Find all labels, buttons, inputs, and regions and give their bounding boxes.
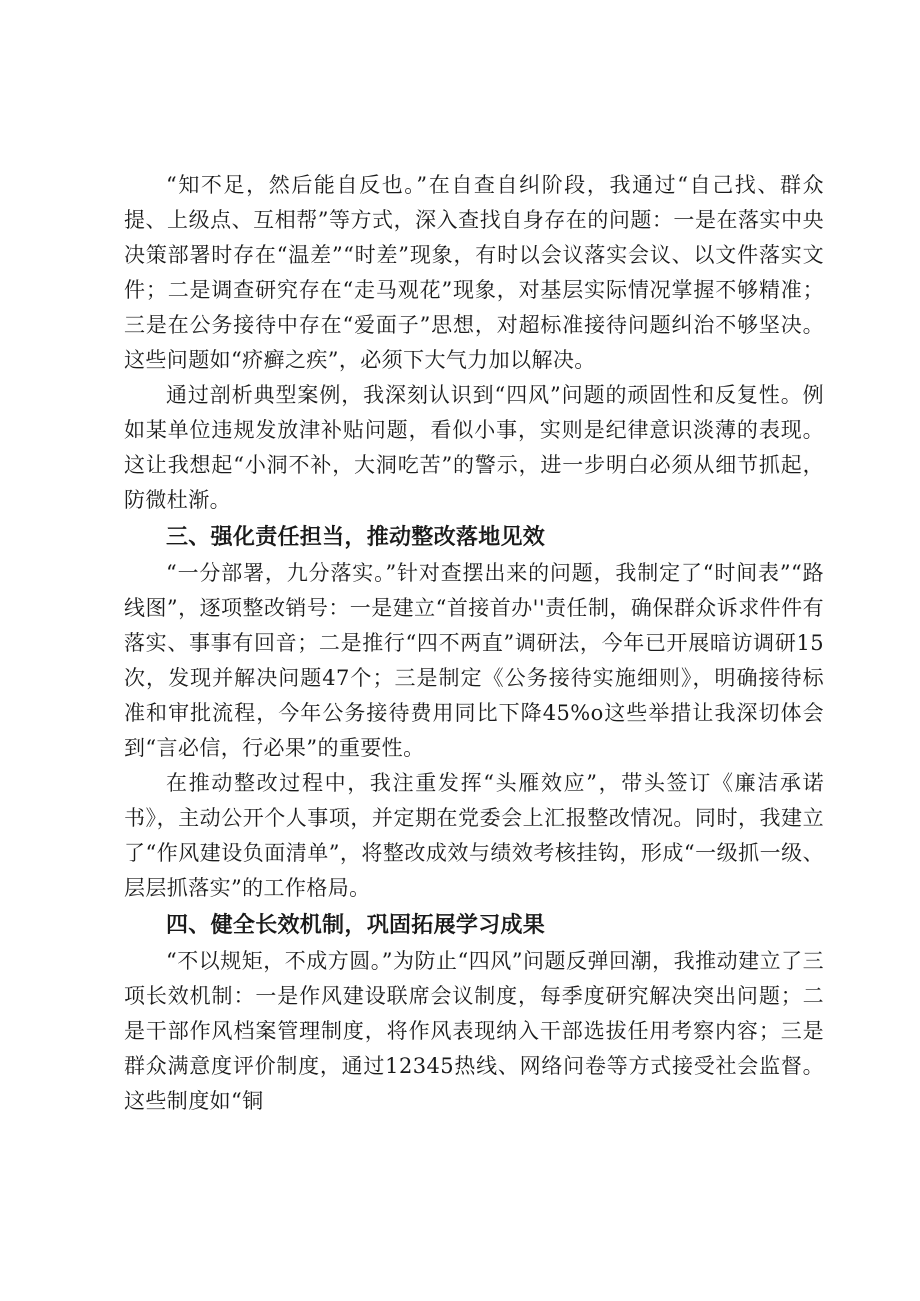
section-heading-4: 四、健全长效机制，巩固拓展学习成果 bbox=[166, 913, 546, 938]
section-heading-3: 三、强化责任担当，推动整改落地见效 bbox=[166, 525, 546, 550]
paragraph-self-inspection: “知不足，然后能自反也。”在自查自纠阶段，我通过“自己找、群众提、上级点、互相帮”等方式，深入查找自身存在的问题：一是在落实中央决策部署时存在“温差”“时差”现象，有时以会议落实会议、以文件落实文件；二是调查研究存在“走马观花”现象，对基层实际情况掌握不够精准；三是在公务接待中存在“爱面子”思想，对超标准接待问题纠治不够坚决。这些问题如“疥癣之疾”，必须下大气力加以解决。 bbox=[124, 173, 824, 372]
paragraph-rectification-plan: “一分部署，九分落实。”针对查摆出来的问题，我制定了“时间表”“路线图”，逐项整改销号：一是建立“首接首办''责任制，确保群众诉求件件有落实、事事有回音；二是推行“四不两直”调研法，今年已开展暗访调研15次，发现并解决问题47个；三是制定《公务接待实施细则》，明确接待标准和审批流程，今年公务接待费用同比下降45%o这些举措让我深切体会到“言必信，行必果”的重要性。 bbox=[124, 561, 824, 760]
paragraph-leading-role: 在推动整改过程中，我注重发挥“头雁效应”，带头签订《廉洁承诺书》，主动公开个人事项，并定期在党委会上汇报整改情况。同时，我建立了“作风建设负面清单”，将整改成效与绩效考核挂钩，形成“一级抓一级、层层抓落实”的工作格局。 bbox=[124, 771, 824, 900]
paragraph-long-term-mechanism: “不以规矩，不成方圆。”为防止“四风”问题反弹回潮，我推动建立了三项长效机制：一是作风建设联席会议制度，每季度研究解决突出问题；二是干部作风档案管理制度，将作风表现纳入干部选拔任用考察内容；三是群众满意度评价制度，通过12345热线、网络问卷等方式接受社会监督。这些制度如“铜 bbox=[124, 949, 824, 1113]
paragraph-case-analysis: 通过剖析典型案例，我深刻认识到“四风”问题的顽固性和反复性。例如某单位违规发放津补贴问题，看似小事，实则是纪律意识淡薄的表现。这让我想起“小洞不补，大洞吃苦”的警示，进一步明白必须从细节抓起，防微杜渐。 bbox=[124, 383, 824, 512]
